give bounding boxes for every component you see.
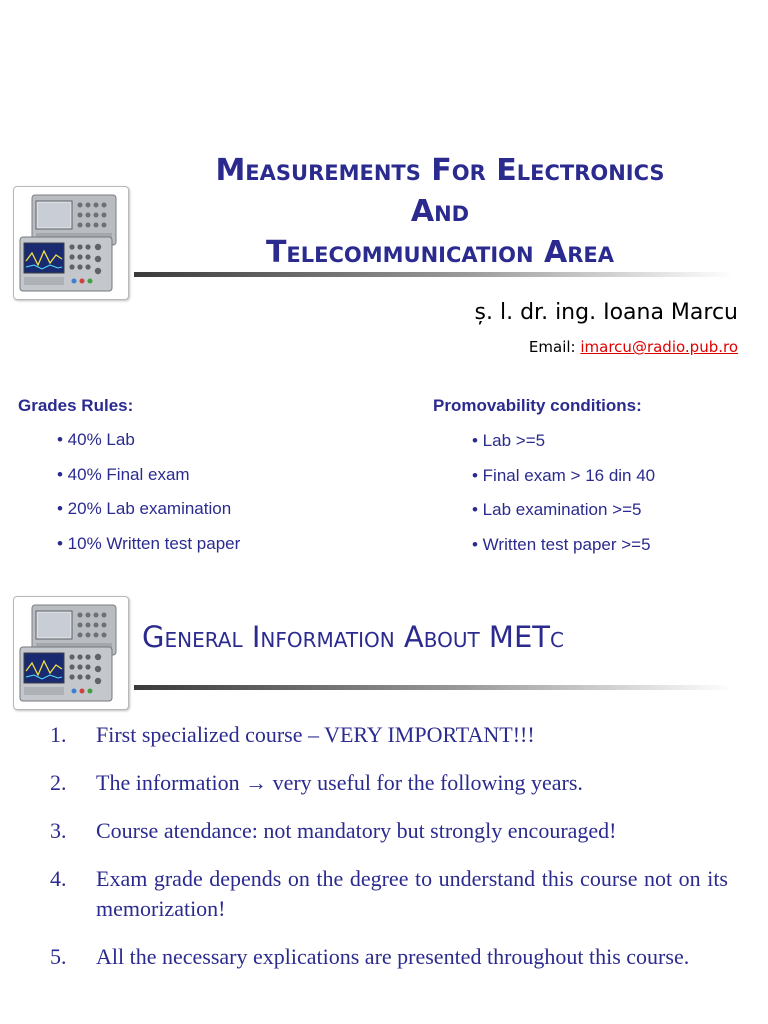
conditions-item: • Final exam > 16 din 40 — [472, 465, 656, 485]
info-item — [50, 864, 728, 924]
info-list — [50, 720, 728, 990]
oscilloscope-thumbnail-bottom — [13, 596, 129, 710]
title-rule-bottom — [134, 685, 734, 690]
info-item — [50, 942, 728, 972]
info-number: 3. — [50, 818, 67, 843]
title-line-3: Telecommunication Area — [265, 235, 615, 270]
title-line-1: Measurements For Electronics — [215, 153, 665, 188]
email-line — [529, 338, 738, 356]
grades-item: • 20% Lab examination — [57, 499, 232, 518]
conditions-list — [472, 431, 655, 569]
conditions-item: • Lab >=5 — [472, 431, 546, 450]
info-number: 1. — [50, 722, 67, 747]
email-link[interactable]: imarcu@radio.pub.ro — [580, 338, 738, 356]
grades-item: • 40% Lab — [57, 430, 135, 449]
main-title — [160, 150, 720, 273]
email-label: Email: — [528, 338, 576, 356]
grades-item: • 40% Final exam — [57, 464, 190, 484]
oscilloscope-icon — [18, 191, 124, 295]
info-item — [50, 720, 728, 750]
info-text: First specialized course – VERY IMPORTANT!!! — [96, 722, 535, 747]
info-item — [50, 768, 728, 798]
grades-heading: Grades Rules: — [18, 396, 134, 415]
conditions-heading: Promovability conditions: — [433, 396, 642, 415]
conditions-item: • Lab examination >=5 — [472, 500, 642, 519]
oscilloscope-icon — [18, 601, 124, 705]
info-number: 4. — [50, 866, 67, 891]
info-text: The information → very useful for the following years. — [96, 770, 583, 795]
info-text: Course atendance: not mandatory but strongly encouraged! — [96, 818, 617, 843]
grades-item: • 10% Written test paper — [57, 533, 241, 553]
title-line-2: And — [410, 194, 470, 229]
info-text: Exam grade depends on the degree to understand this course not on its memorization! — [96, 866, 728, 921]
oscilloscope-thumbnail-top — [13, 186, 129, 300]
info-text: All the necessary explications are presented throughout this course. — [96, 944, 690, 969]
info-item — [50, 816, 728, 846]
info-number: 2. — [50, 770, 67, 795]
section-title: General Information About METc — [142, 620, 564, 654]
conditions-item: • Written test paper >=5 — [472, 534, 651, 554]
grades-list — [57, 430, 240, 568]
author-name: ș. l. dr. ing. Ioana Marcu — [474, 300, 738, 325]
info-number: 5. — [50, 944, 67, 969]
